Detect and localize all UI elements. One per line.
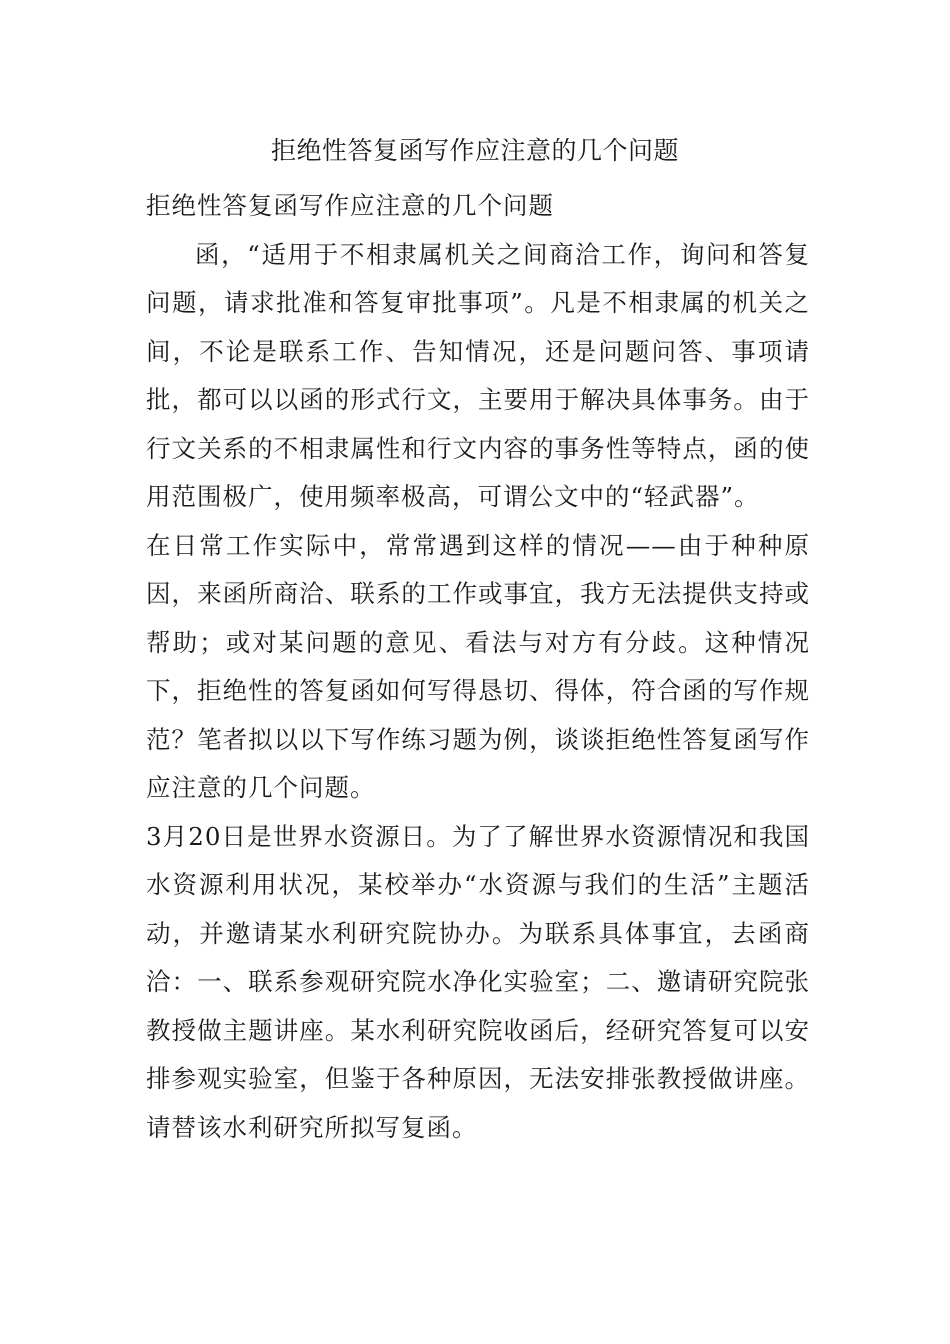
paragraph-definition: 函，“适用于不相隶属机关之间商洽工作，询问和答复问题，请求批准和答复审批事项”。凡是不相隶属的机关之间，不论是联系工作、告知情况，还是问题问答、事项请批，都可以以函的形式行文，主要用于解决具体事务。由于行文关系的不相隶属性和行文内容的事务性等特点，函的使用范围极广，使用频率极高，可谓公文中的“轻武器”。 [146,239,810,511]
paragraph-exercise: 3月20日是世界水资源日。为了了解世界水资源情况和我国水资源利用状况，某校举办“水资源与我们的生活”主题活动，并邀请某水利研究院协办。为联系具体事宜，去函商洽：一、联系参观研究院水净化实验室；二、邀请研究院张教授做主题讲座。某水利研究院收函后，经研究答复可以安排参观实验室，但鉴于各种原因，无法安排张教授做讲座。请替该水利研究所拟写复函。 [146,821,810,1142]
document-title: 拒绝性答复函写作应注意的几个问题 [270,136,679,165]
document-body [146,182,810,1152]
paragraph-context: 在日常工作实际中，常常遇到这样的情况——由于种种原因，来函所商洽、联系的工作或事宜，我方无法提供支持或帮助；或对某问题的意见、看法与对方有分歧。这种情况下，拒绝性的答复函如何写得恳切、得体，符合函的写作规范？笔者拟以以下写作练习题为例，谈谈拒绝性答复函写作应注意的几个问题。 [146,530,810,802]
document-subtitle: 拒绝性答复函写作应注意的几个问题 [146,191,554,220]
